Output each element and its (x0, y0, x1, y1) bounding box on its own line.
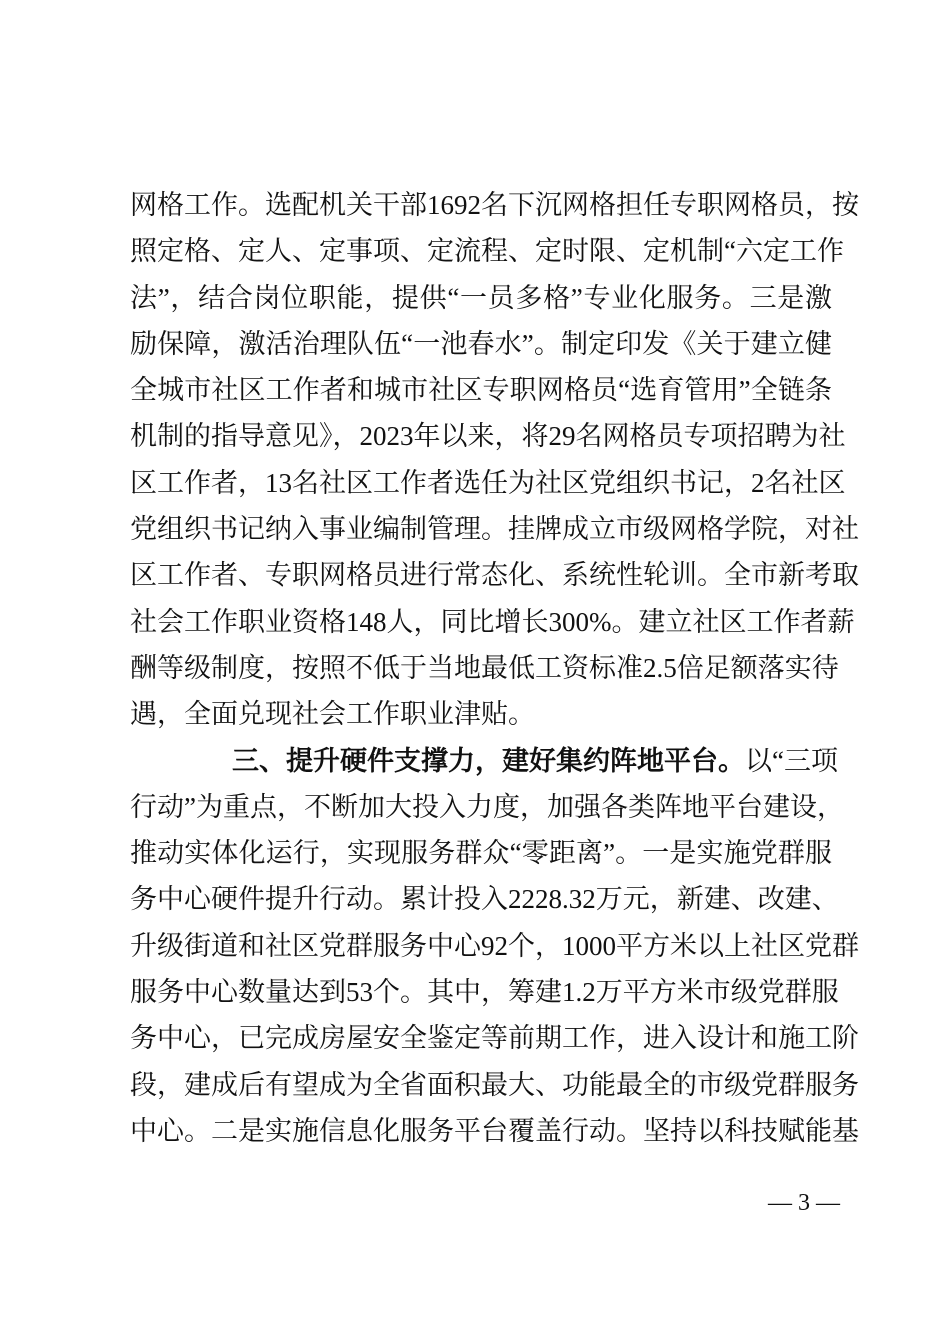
section-heading-line (130, 738, 838, 784)
page-number: — 3 — (768, 1190, 840, 1216)
text-line: 网格工作。选配机关干部1692名下沉网格担任专职网格员，按 (130, 190, 859, 220)
heading-continuation: 以“三项 (745, 745, 838, 776)
text-line: 行动”为重点，不断加大投入力度，加强各类阵地平台建设， (130, 791, 844, 822)
text-line: 服务中心数量达到53个。其中，筹建1.2万平方米市级党群服 (130, 977, 839, 1008)
text-line: 段，建成后有望成为全省面积最大、功能最全的市级党群服务 (130, 1069, 859, 1100)
text-line: 法”，结合岗位职能，提供“一员多格”专业化服务。三是激 (130, 282, 832, 313)
paragraph-1 (130, 182, 859, 738)
text-line: 酬等级制度，按照不低于当地最低工资标准2.5倍足额落实待 (130, 652, 839, 683)
section-heading: 三、提升硬件支撑力，建好集约阵地平台。 (232, 745, 745, 776)
text-line: 全城市社区工作者和城市社区专职网格员“选育管用”全链条 (130, 375, 832, 406)
text-line: 推动实体化运行，实现服务群众“零距离”。一是实施党群服 (130, 838, 832, 869)
text-line: 励保障，激活治理队伍“一池春水”。制定印发《关于建立健 (130, 328, 832, 359)
text-line: 中心。二是实施信息化服务平台覆盖行动。坚持以科技赋能基 (130, 1115, 859, 1146)
text-line: 照定格、定人、定事项、定流程、定时限、定机制“六定工作 (130, 236, 844, 267)
text-line: 党组织书记纳入事业编制管理。挂牌成立市级网格学院，对社 (130, 514, 859, 545)
text-line: 区工作者，13名社区工作者选任为社区党组织书记，2名社区 (130, 467, 846, 498)
paragraph-2 (130, 738, 859, 1155)
text-line: 遇，全面兑现社会工作职业津贴。 (130, 699, 535, 730)
text-line: 区工作者、专职网格员进行常态化、系统性轮训。全市新考取 (130, 560, 859, 591)
text-line: 务中心硬件提升行动。累计投入2228.32万元，新建、改建、 (130, 884, 839, 915)
text-line: 机制的指导意见》，2023年以来，将29名网格员专项招聘为社 (130, 421, 846, 452)
text-line: 务中心，已完成房屋安全鉴定等前期工作，进入设计和施工阶 (130, 1023, 859, 1054)
document-body (130, 182, 859, 1154)
text-line: 社会工作职业资格148人，同比增长300%。建立社区工作者薪 (130, 606, 855, 637)
text-line: 升级街道和社区党群服务中心92个，1000平方米以上社区党群 (130, 930, 859, 961)
